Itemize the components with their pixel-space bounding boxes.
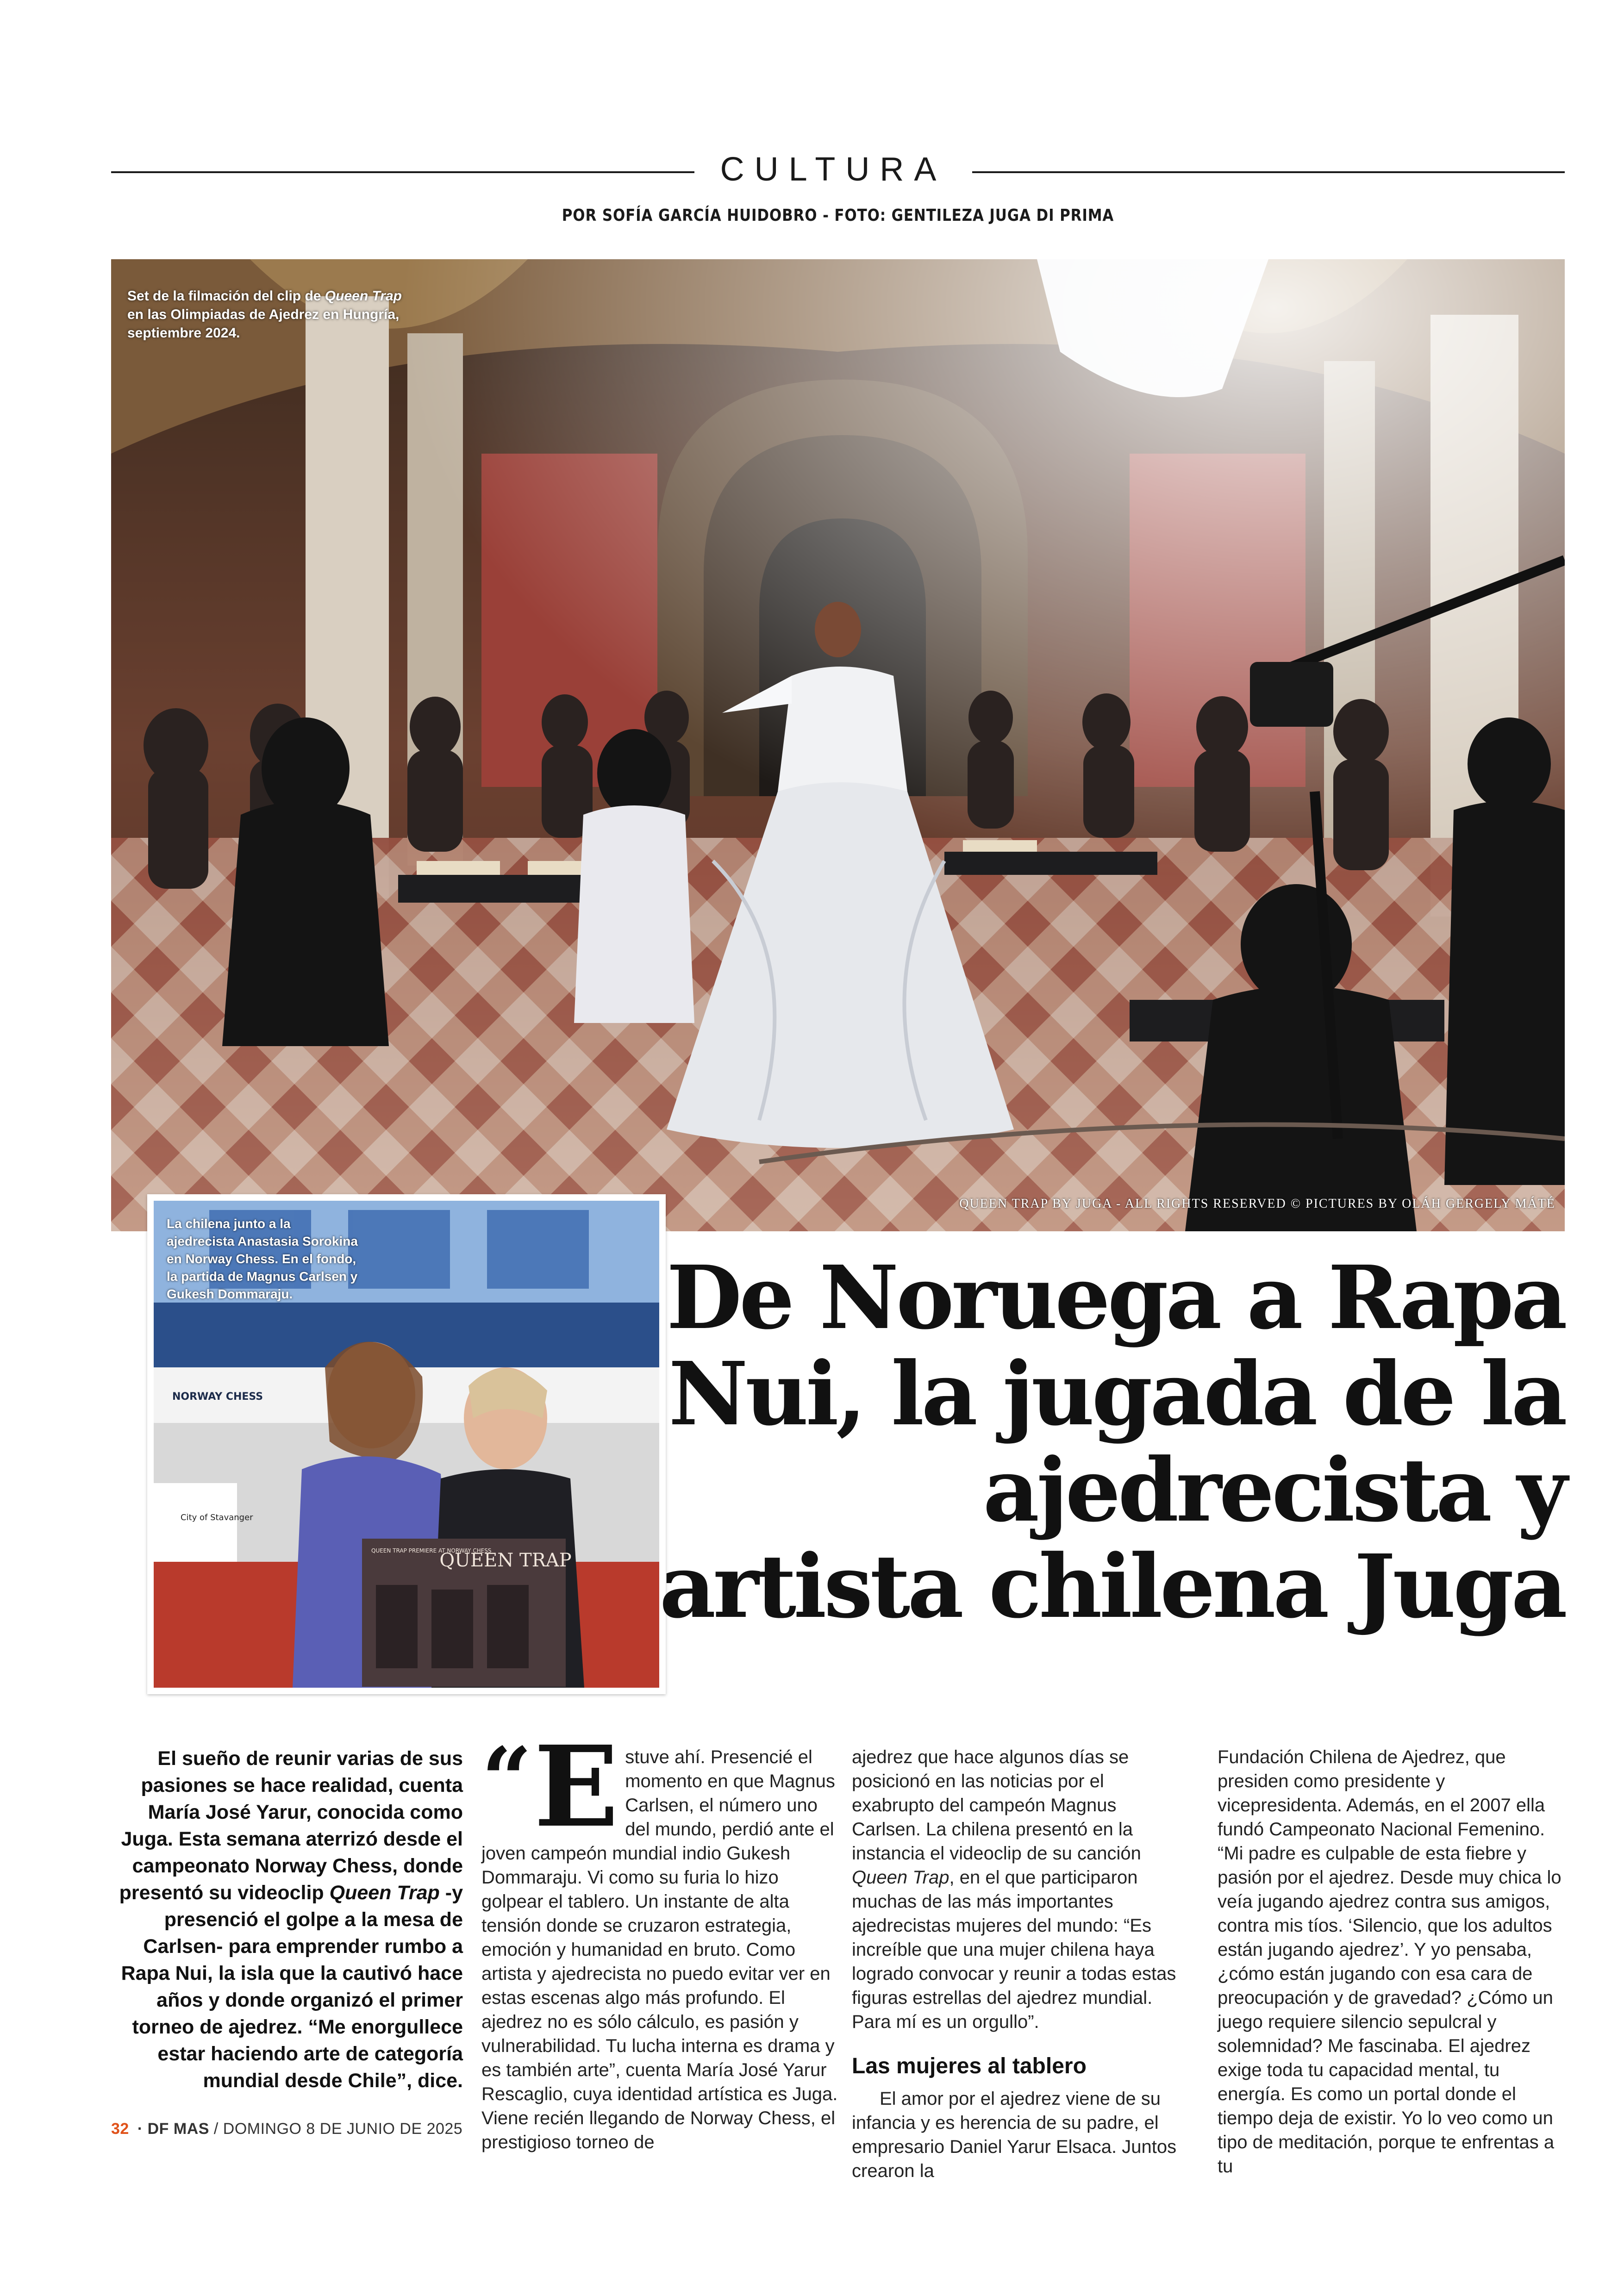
body-col2-text: stuve ahí. Presencié el momento en que Magnus Carlsen, el número uno del mundo, perdió ante el joven campeón mundial indio Gukesh Dommaraju. Vi como su furia lo hizo golpear el tablero. Un instante de alta tensión donde se cruzaron estrategia, emoción y humanidad en bruto. Como artista y ajedrecista no puedo evitar ver en estas escenas algo más profundo. El ajedrez no es sólo cálculo, es pasión y vulnerabilidad. Tu lucha interna es drama y es también arte”, cuenta María José Yarur Rescaglio, cuya identidad artística es Juga. Viene recién llegando de Norway Chess, el prestigioso torneo de [481, 1747, 838, 2152]
body-column-2 [481, 1721, 838, 2154]
inset-photo-caption: La chilena junto a la ajedrecista Anastasia Sorokina en Norway Chess. En el fondo, la partida de Magnus Carlsen y Gukesh Dommaraju. [167, 1216, 358, 1301]
inset-banner-text: NORWAY CHESS [172, 1391, 263, 1403]
headline: De Noruega a Rapa Nui, la jugada de la ajedrecista y artista chilena Juga [659, 1247, 1565, 1638]
subhead: Las mujeres al tablero [852, 2054, 1087, 2078]
inset-poster-title: QUEEN TRAP [439, 1550, 572, 1571]
photo-credit: QUEEN TRAP BY JUGA - ALL RIGHTS RESERVED © PICTURES BY OLÁH GERGELY MÁTÉ [959, 1197, 1555, 1211]
byline: POR SOFÍA GARCÍA HUIDOBRO - FOTO: GENTILEZA JUGA DI PRIMA [562, 206, 1114, 225]
dropcap-letter: E [534, 1721, 619, 1852]
body-col3-p2: El amor por el ajedrez viene de su infancia y es herencia de su padre, el empresario Daniel Yarur Elsaca. Juntos crearon la [852, 2089, 1177, 2181]
dropcap-quote: “ [481, 1728, 532, 1831]
page-number: 32 [111, 2120, 129, 2138]
body-column-4 [1218, 1745, 1565, 2178]
main-photo-caption: Set de la filmación del clip de Queen Trap en las Olimpiadas de Ajedrez en Hungría, septiembre 2024. [127, 288, 402, 341]
main-caption-italic: Queen Trap [325, 288, 402, 304]
footer-brand: · DF MAS [137, 2120, 209, 2138]
body-column-3 [852, 1745, 1181, 2183]
section-rule-right [972, 171, 1565, 173]
main-photo [111, 259, 1565, 1231]
page-footer [111, 2120, 528, 2138]
section-rule-left [111, 171, 694, 173]
main-photo-illustration [111, 259, 1565, 1231]
inset-poster-subtitle: QUEEN TRAP PREMIERE AT NORWAY CHESS [371, 1547, 492, 1554]
body-col4-text: Fundación Chilena de Ajedrez, que presiden como presidente y vicepresidenta. Además, en el 2007 ella fundó Campeonato Nacional Femenino. “Mi padre es culpable de esta fiebre y pasión por el ajedrez. Desde muy chica lo veía jugando ajedrez contra sus amigos, contra mis tíos. ‘Silencio, que los adultos están jugando ajedrez’. Y yo pensaba, ¿cómo están jugando con esa cara de preocupación y de gravedad? ¿Cómo un juego requiere silencio sepulcral y solemnidad? Me fascinaba. El ajedrez exige toda tu capacidad mental, tu energía. Es como un portal donde el tiempo deja de existir. Yo lo veo como un tipo de meditación, porque te enfrentas a tu [1218, 1747, 1562, 2177]
footer-date: / DOMINGO 8 DE JUNIO DE 2025 [209, 2120, 463, 2138]
section-label: CULTURA [720, 151, 947, 188]
inset-sign-text: City of Stavanger [181, 1513, 253, 1522]
body-col3-p1: ajedrez que hace algunos días se posicionó en las noticias por el exabrupto del campeón Magnus Carlsen. La chilena presentó en la instancia el videoclip de su canción Queen Trap, en el que participaron muchas de las más importantes ajedrecistas mujeres del mundo: “Es increíble que una mujer chilena haya logrado convocar y reunir a todas estas figuras estrellas del ajedrez mundial. Para mí es un orgullo”. [852, 1747, 1176, 2032]
lead-italic: Queen Trap [329, 1882, 440, 1904]
lead-paragraph: El sueño de reunir varias de sus pasiones se hace realidad, cuenta María José Yarur, conocida como Juga. Esta semana aterrizó desde el campeonato Norway Chess, donde presentó su videoclip Queen Trap -y presenció el golpe a la mesa de Carlsen- para emprender rumbo a Rapa Nui, la isla que la cautivó hace años y donde organizó el primer torneo de ajedrez. “Me enorgullece estar haciendo arte de categoría mundial desde Chile”, dice. [119, 1747, 463, 2092]
